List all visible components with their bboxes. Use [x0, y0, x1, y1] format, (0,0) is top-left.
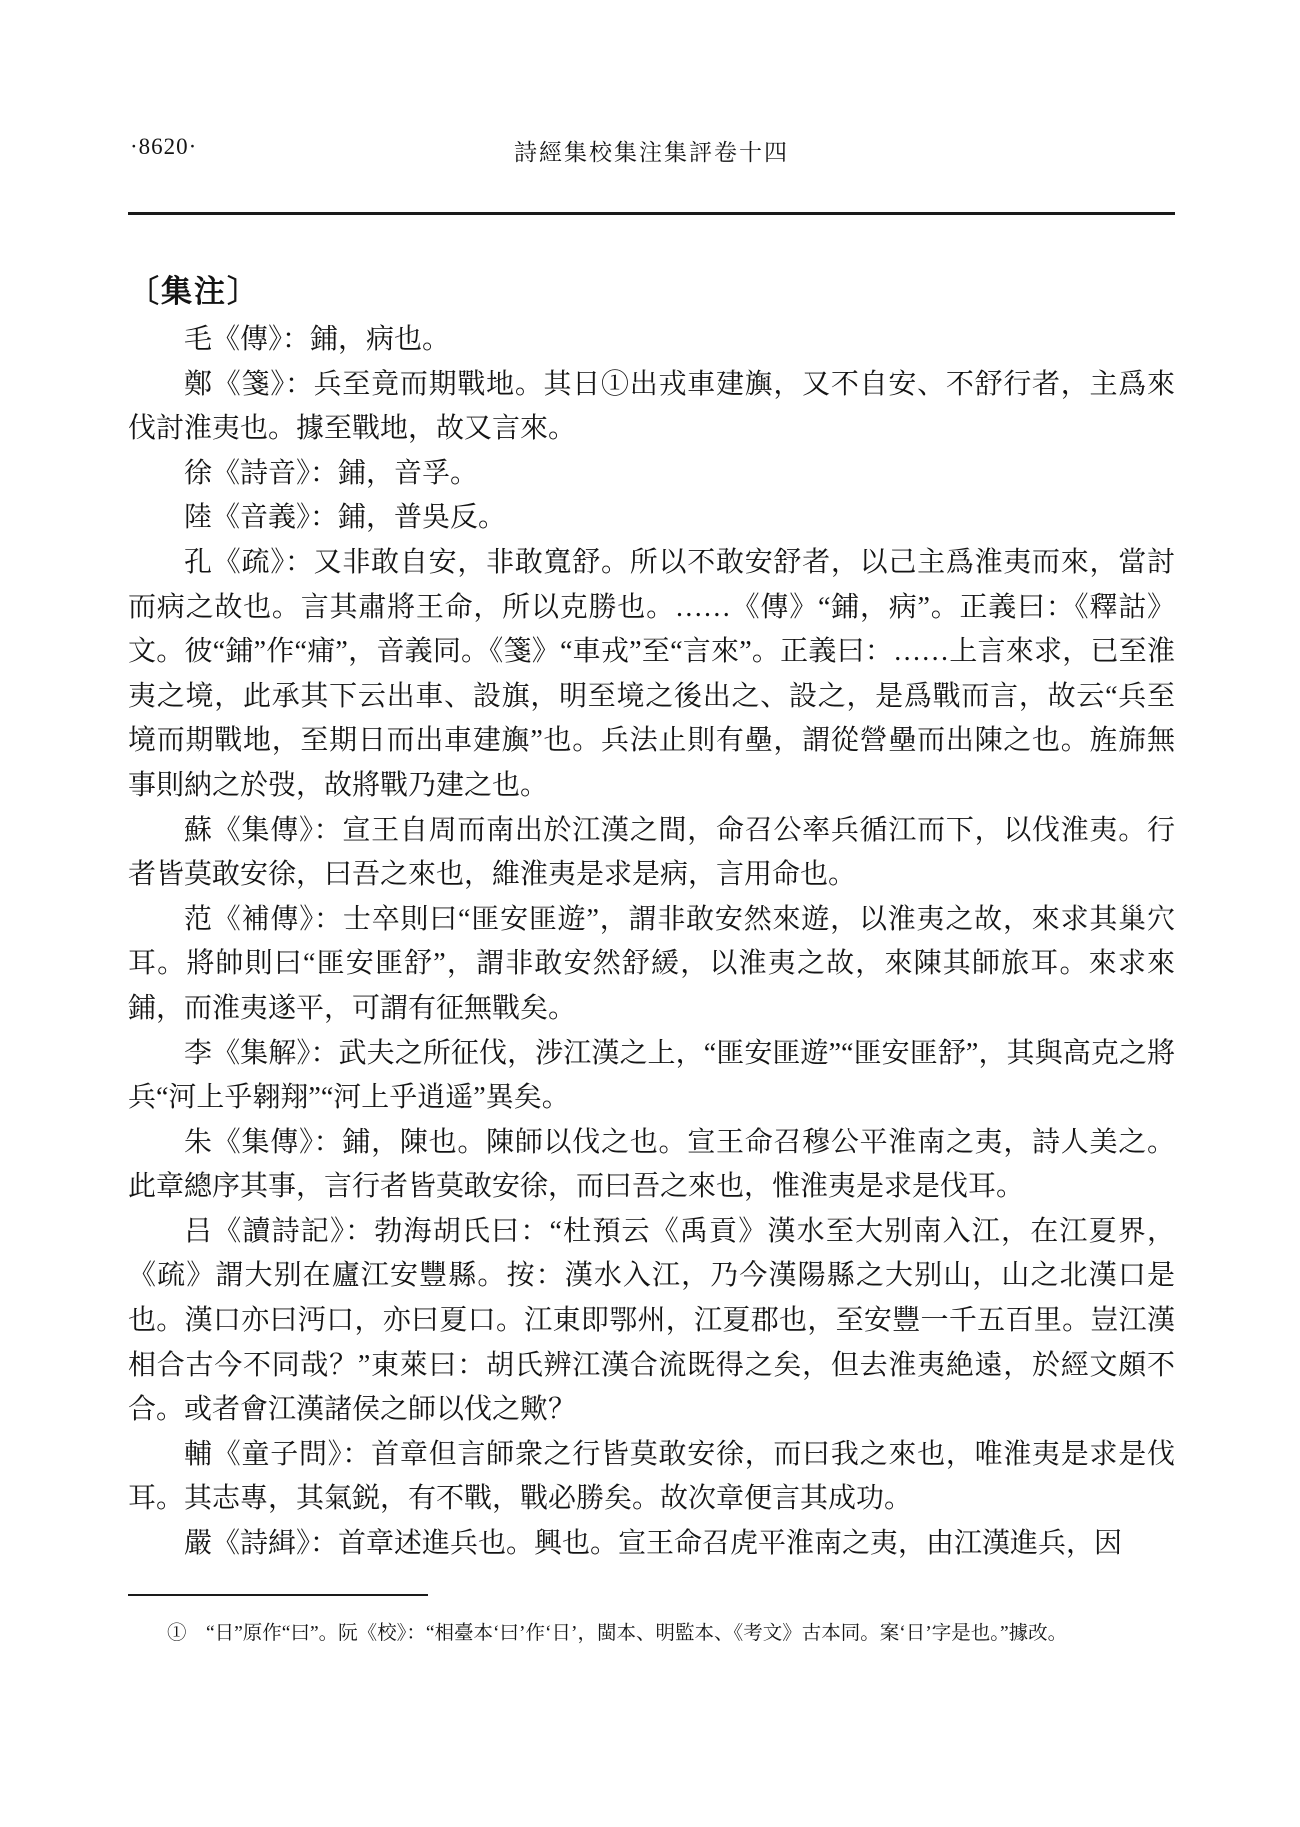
- footnote-separator: [128, 1594, 428, 1596]
- commentary-paragraph-fan-buzhuan: 范《補傳》：士卒則曰“匪安匪遊”，謂非敢安然來遊，以淮夷之故，來求其巢穴耳。將帥則曰“匪安匪舒”，謂非敢安然舒緩，以淮夷之故，來陳其師旅耳。來求來鋪，而淮夷遂平，可謂有征無戰矣。: [128, 903, 1175, 1024]
- commentary-paragraph-su-jizhuan: 蘇《集傳》：宣王自周而南出於江漢之間，命召公率兵循江而下，以伐淮夷。行者皆莫敢安徐，曰吾之來也，維淮夷是求是病，言用命也。: [128, 814, 1175, 891]
- footnote: ① “日”原作“曰”。阮《校》：“相臺本‘曰’作‘日’，閩本、明監本、《考文》古本同。案‘日’字是也。”據改。: [167, 1623, 1068, 1644]
- header-rule: [128, 212, 1175, 215]
- commentary-paragraph-lv-dushiji: 吕《讀詩記》：勃海胡氏曰：“杜預云《禹貢》漢水至大别南入江，在江夏界，《疏》謂大别在廬江安豐縣。按：漢水入江，乃今漢陽縣之大别山，山之北漢口是也。漢口亦曰沔口，亦曰夏口。江東即鄂州，江夏郡也，至安豐一千五百里。豈江漢相合古今不同哉？”東萊曰：胡氏辨江漢合流既得之矣，但去淮夷絶遠，於經文頗不合。或者會江漢諸侯之師以伐之歟？: [128, 1215, 1175, 1426]
- commentary-paragraph-yan-shiji: 嚴《詩緝》：首章述進兵也。興也。宣王命召虎平淮南之夷，由江漢進兵，因: [184, 1528, 1123, 1560]
- commentary-paragraph-fu-tongziwen: 輔《童子問》：首章但言師衆之行皆莫敢安徐，而曰我之來也，唯淮夷是求是伐耳。其志專，其氣鋭，有不戰，戰必勝矣。故次章便言其成功。: [128, 1438, 1175, 1515]
- commentary-container: [128, 318, 1175, 1567]
- commentary-paragraph-zhu-jizhuan: 朱《集傳》：鋪，陳也。陳師以伐之也。宣王命召穆公平淮南之夷，詩人美之。此章總序其事，言行者皆莫敢安徐，而曰吾之來也，惟淮夷是求是伐耳。: [128, 1126, 1175, 1203]
- commentary-paragraph-zheng-jian: 鄭《箋》：兵至竟而期戰地。其日①出戎車建旟，又不自安、不舒行者，主爲來伐討淮夷也。據至戰地，故又言來。: [128, 368, 1175, 445]
- page-number: ·8620·: [130, 134, 198, 159]
- commentary-paragraph-kong-shu: 孔《疏》：又非敢自安，非敢寬舒。所以不敢安舒者，以己主爲淮夷而來，當討而病之故也。言其肅將王命，所以克勝也。……《傳》“鋪，病”。正義曰：《釋詁》文。彼“鋪”作“痡”，音義同。《箋》“車戎”至“言來”。正義曰：……上言來求，已至淮夷之境，此承其下云出車、設旗，明至境之後出之、設之，是爲戰而言，故云“兵至境而期戰地，至期日而出車建旟”也。兵法止則有壘，謂從營壘而出陳之也。旌旆無事則納之於弢，故將戰乃建之也。: [128, 546, 1175, 801]
- section-heading: 〔集注〕: [128, 274, 260, 309]
- commentary-paragraph-li-jijie: 李《集解》：武夫之所征伐，涉江漢之上，“匪安匪遊”“匪安匪舒”，其與高克之將兵“河上乎翱翔”“河上乎逍遥”異矣。: [128, 1037, 1175, 1114]
- commentary-paragraph-xu-shiyin: 徐《詩音》：鋪，音孚。: [184, 457, 479, 489]
- commentary-paragraph-mao-zhuan: 毛《傳》：鋪，病也。: [184, 324, 451, 355]
- page-header-title: 詩經集校集注集評卷十四: [514, 140, 789, 165]
- footnote-area: [128, 1594, 1175, 1654]
- page-header: [128, 134, 1175, 164]
- commentary-paragraph-lu-yinyi: 陸《音義》：鋪，普吳反。: [184, 502, 507, 534]
